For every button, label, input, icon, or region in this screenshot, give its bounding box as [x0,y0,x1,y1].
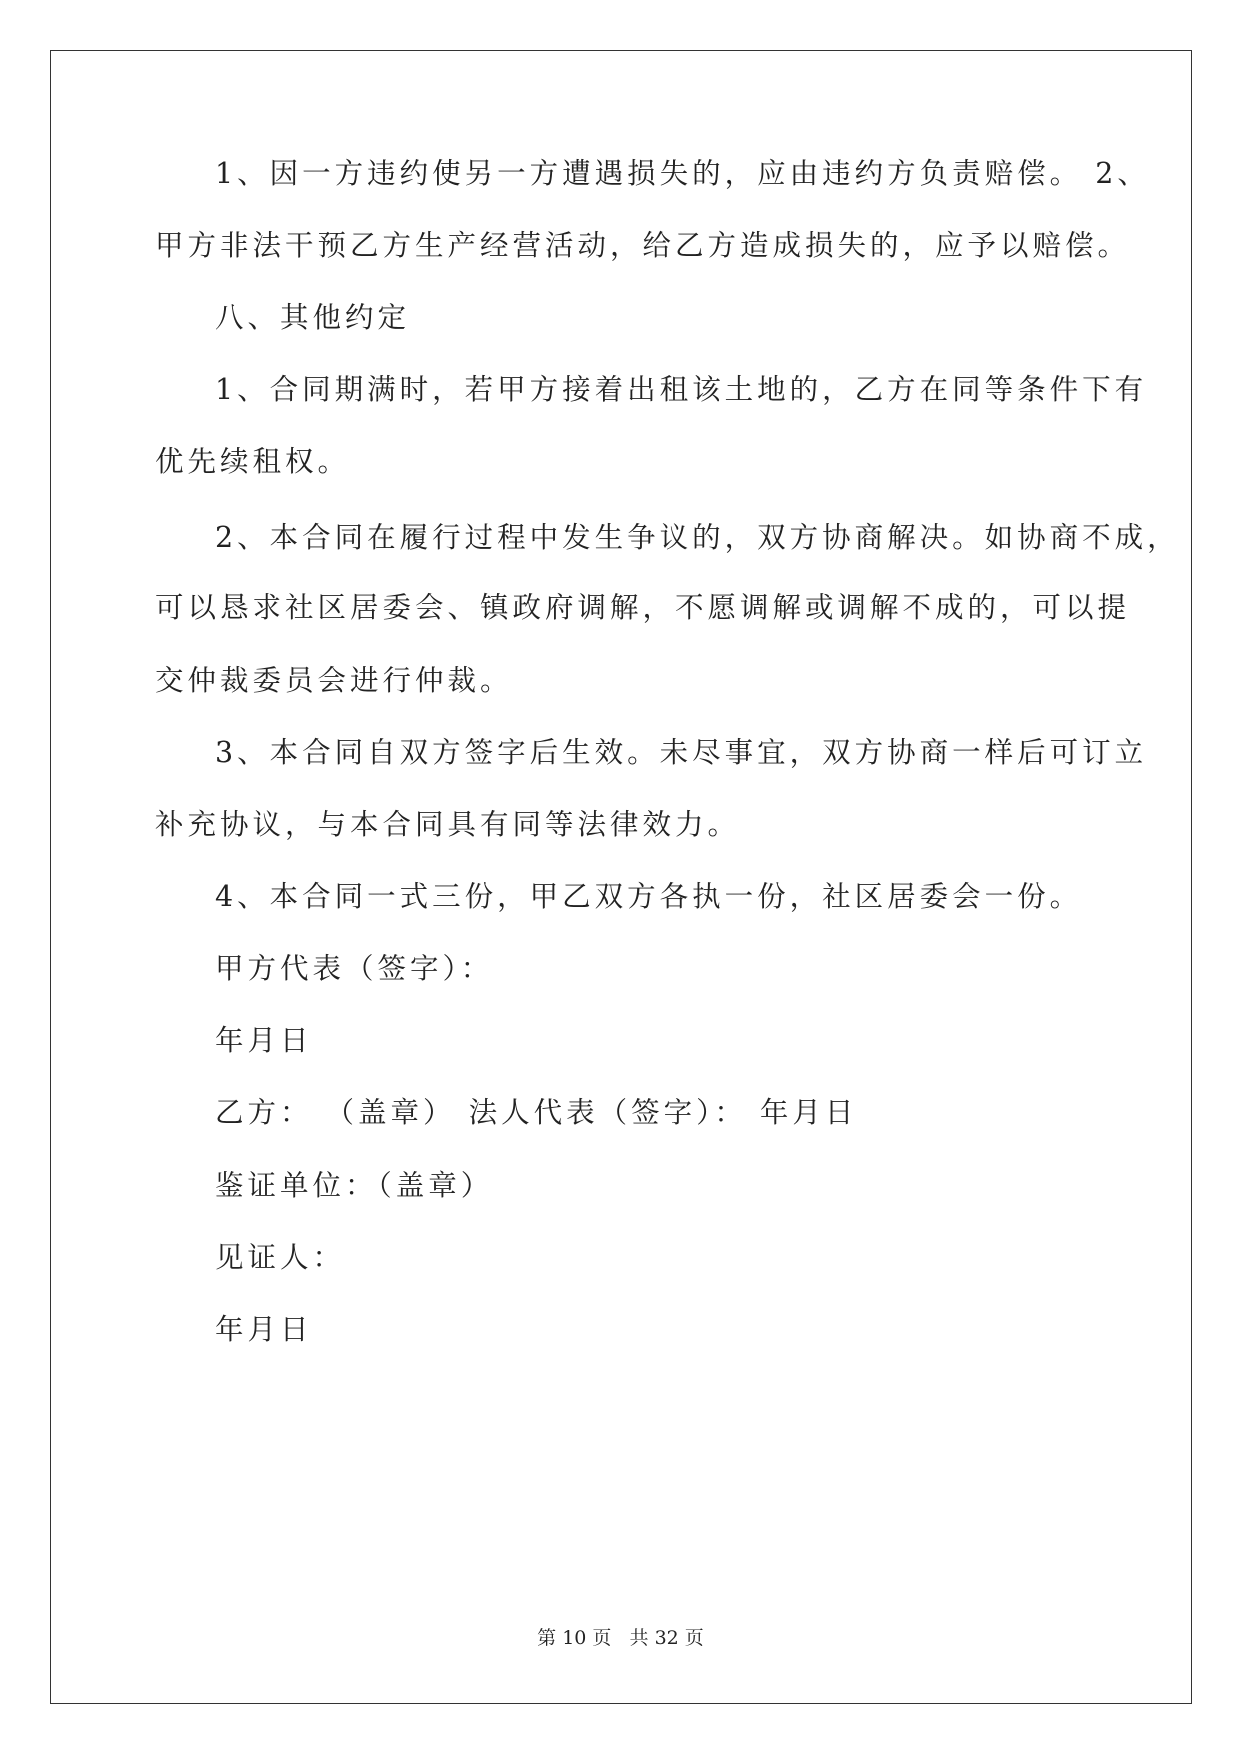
page-number-footer: 第 10 页 共 32 页 [537,1627,704,1649]
clause-7-line-2: 甲方非法干预乙方生产经营活动，给乙方造成损失的，应予以赔偿。 [155,229,1131,262]
party-b-signature: 乙方： （盖章） 法人代表（签字）： 年月日 [215,1096,858,1129]
section-8-heading: 八、其他约定 [215,301,411,334]
party-a-signature: 甲方代表（签字）： [215,952,494,985]
clause-8-1-line-1: 1、合同期满时，若甲方接着出租该土地的，乙方在同等条件下有 [215,373,1148,406]
clause-8-4: 4、本合同一式三份，甲乙双方各执一份，社区居委会一份。 [215,880,1083,913]
clause-8-2-line-1: 2、本合同在履行过程中发生争议的，双方协商解决。如协商不成， [215,521,1180,554]
clause-8-3-line-2: 补充协议，与本合同具有同等法律效力。 [155,808,741,841]
party-a-date: 年月日 [215,1024,313,1057]
clause-7-line-1: 1、因一方违约使另一方遭遇损失的，应由违约方负责赔偿。 2、 [215,157,1150,190]
clause-8-3-line-1: 3、本合同自双方签字后生效。未尽事宜，双方协商一样后可订立 [215,736,1148,769]
clause-8-2-line-2: 可以恳求社区居委会、镇政府调解，不愿调解或调解不成的，可以提 [155,591,1131,624]
witness-date: 年月日 [215,1313,313,1346]
clause-8-2-line-3: 交仲裁委员会进行仲裁。 [155,664,513,697]
clause-8-1-line-2: 优先续租权。 [155,445,351,478]
attesting-unit: 鉴证单位：（盖章） [215,1169,494,1202]
witness: 见证人： [215,1241,346,1274]
